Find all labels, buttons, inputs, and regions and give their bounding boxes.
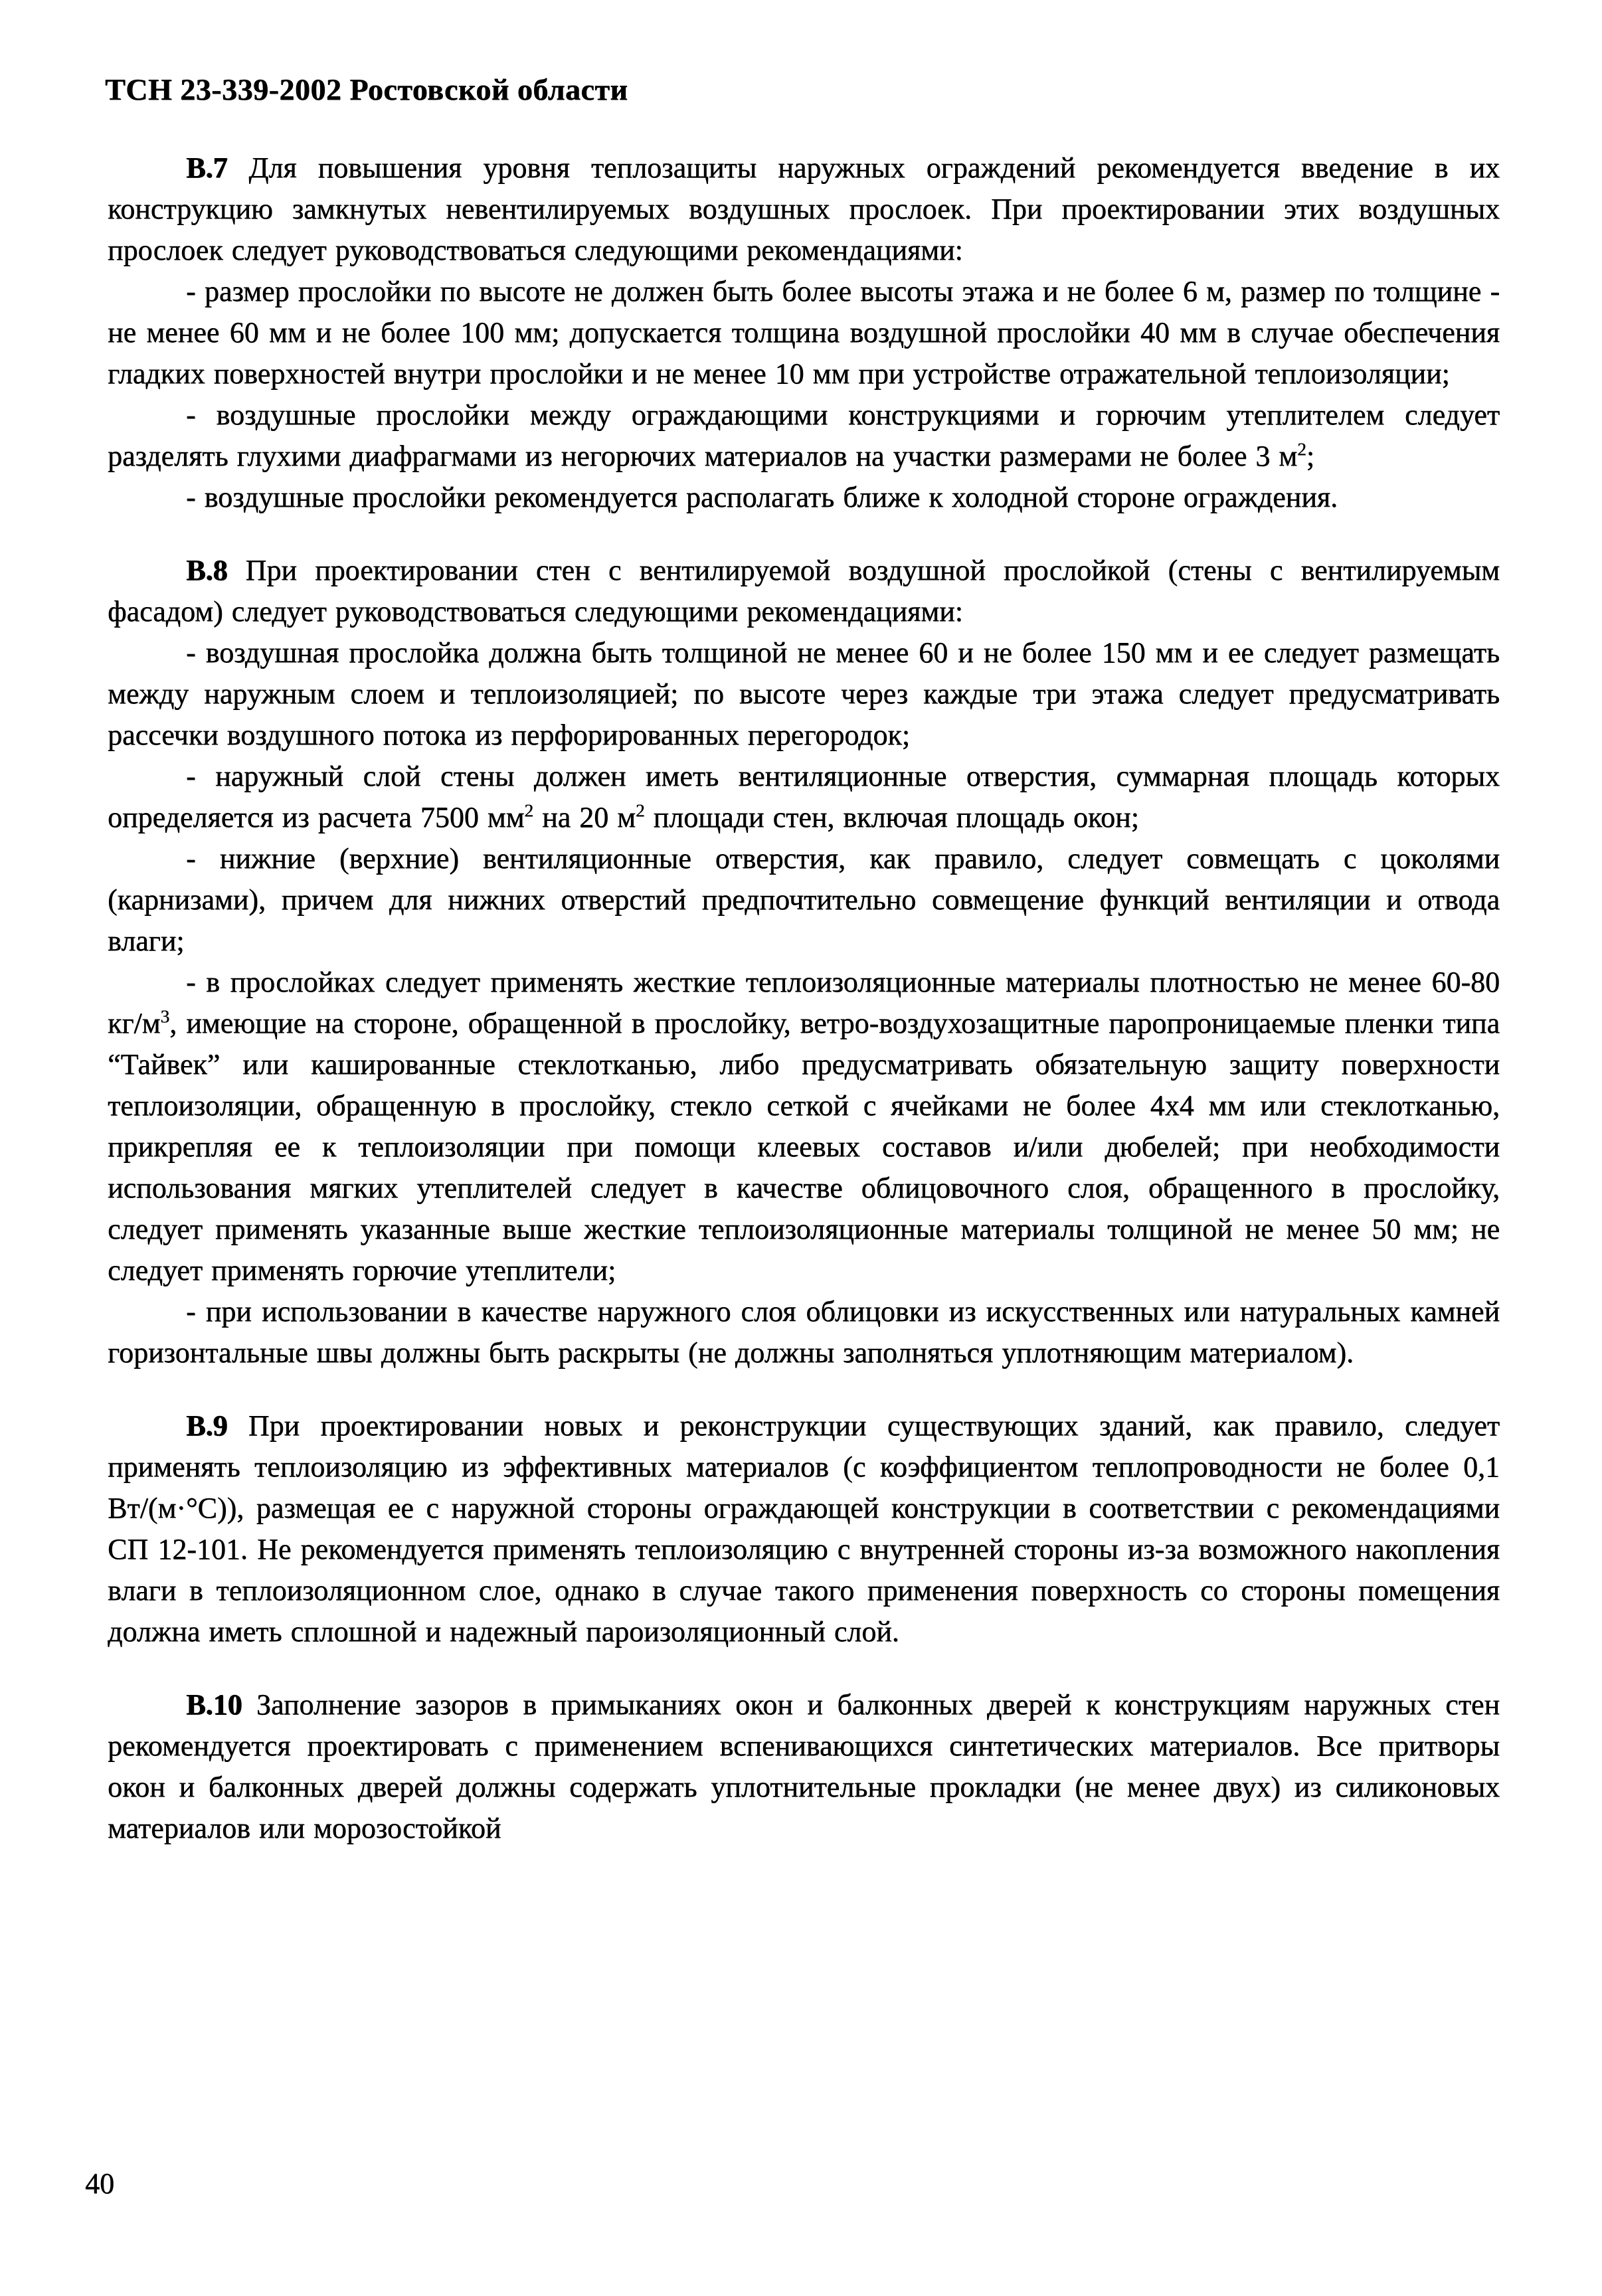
section-paragraph-B7: В.7 Для повышения уровня теплозащиты наружных ограждений рекомендуется введение в их конструкцию замкнутых невентилируемых воздушных прослоек. При проектировании этих воздушных прослоек следует руководствоваться следующими рекомендациями: — [108, 151, 1500, 266]
section-label-B10: В.10 — [186, 1688, 242, 1721]
section-paragraph-B9: В.9 При проектировании новых и реконструкции существующих зданий, как правило, следует применять теплоизоляцию из эффективных материалов (с коэффициентом теплопроводности не более 0,1 Вт/(м·°С)), размещая ее с наружной стороны ограждающей конструкции в соответствии с рекомендациями СП 12-101. Не рекомендуется применять теплоизоляцию с внутренней стороны из-за возможного накопления влаги в теплоизоляционном слое, однако в случае такого применения поверхность со стороны помещения должна иметь сплошной и надежный пароизоляционный слой. — [108, 1409, 1500, 1648]
section-paragraph-B8: В.8 При проектировании стен с вентилируемой воздушной прослойкой (стены с вентилируемым фасадом) следует руководствоваться следующими рекомендациями: — [108, 554, 1500, 628]
page-number: 40 — [85, 2167, 114, 2200]
section-label-B8: В.8 — [186, 554, 228, 586]
list-paragraph-B8-item-1: - воздушная прослойка должна быть толщиной не менее 60 и не более 150 мм и ее следует размещать между наружным слоем и теплоизоляцией; по высоте через каждые три этажа следует предусматривать рассечки воздушного потока из перфорированных перегородок; — [108, 636, 1500, 751]
list-paragraph-B8-item-2: - наружный слой стены должен иметь вентиляционные отверстия, суммарная площадь которых определяется из расчета 7500 $мм^2$ на 20 $м^2$ площади стен, включая площадь окон; — [108, 760, 1500, 834]
list-paragraph-B8-item-4: - в прослойках следует применять жесткие теплоизоляционные материалы плотностью не менее 60-80 $кг/м^3$, имеющие на стороне, обращенной в прослойку, ветро-воздухозащитные паропроницаемые пленки типа “Тайвек” или кашированные стеклотканью, либо предусматривать обязательную защиту поверхности теплоизоляции, обращенную в прослойку, стекло сеткой с ячейками не более 4х4 мм или стеклотканью, прикрепляя ее к теплоизоляции при помощи клеевых составов и/или дюбелей; при необходимости использования мягких утеплителей следует в качестве облицовочного слоя, обращенного в прослойку, следует применять указанные выше жесткие теплоизоляционные материалы толщиной не менее 50 мм; не следует применять горючие утеплители; — [108, 966, 1500, 1286]
superscript: 2 — [1297, 439, 1306, 460]
list-paragraph-B8-item-5: - при использовании в качестве наружного слоя облицовки из искусственных или натуральных камней горизонтальные швы должны быть раскрыты (не должны заполняться уплотняющим материалом). — [108, 1295, 1500, 1369]
section-label-B9: В.9 — [186, 1409, 228, 1442]
section-label-B7: В.7 — [186, 151, 228, 184]
document-body — [108, 147, 1500, 1849]
superscript: 2 — [635, 800, 645, 821]
document-header: ТСН 23-339-2002 Ростовской области — [105, 72, 628, 106]
list-paragraph-B7-item-1: - размер прослойки по высоте не должен быть более высоты этажа и не более 6 м, размер по толщине - не менее 60 мм и не более 100 мм; допускается толщина воздушной прослойки 40 мм в случае обеспечения гладких поверхностей внутри прослойки и не менее 10 мм при устройстве отражательной теплоизоляции; — [108, 275, 1500, 390]
section-paragraph-B10: В.10 Заполнение зазоров в примыканиях окон и балконных дверей к конструкциям наружных стен рекомендуется проектировать с применением вспенивающихся синтетических материалов. Все притворы окон и балконных дверей должны содержать уплотнительные прокладки (не менее двух) из силиконовых материалов или морозостойкой — [108, 1688, 1500, 1844]
list-paragraph-B7-item-2: - воздушные прослойки между ограждающими конструкциями и горючим утеплителем следует разделять глухими диафрагмами из негорючих материалов на участки размерами не более 3 $м^2$; — [108, 398, 1500, 472]
superscript: 3 — [160, 1006, 170, 1027]
list-paragraph-B7-item-3: - воздушные прослойки рекомендуется располагать ближе к холодной стороне ограждения. — [186, 481, 1338, 513]
list-paragraph-B8-item-3: - нижние (верхние) вентиляционные отверстия, как правило, следует совмещать с цоколями (карнизами), причем для нижних отверстий предпочтительно совмещение функций вентиляции и отвода влаги; — [108, 842, 1500, 957]
superscript: 2 — [524, 800, 534, 821]
